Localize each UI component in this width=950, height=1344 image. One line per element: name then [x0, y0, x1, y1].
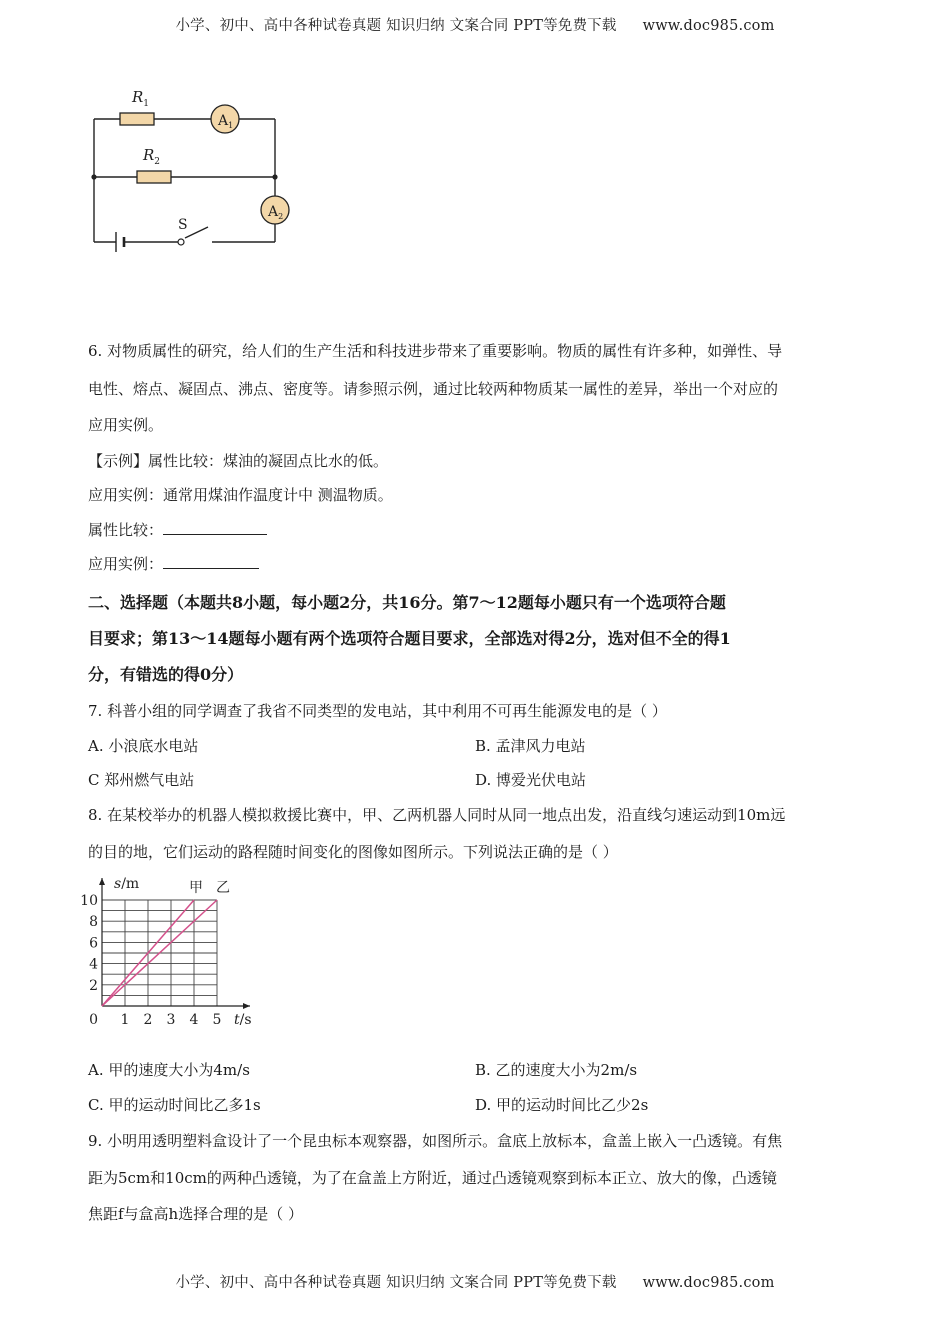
page-footer [0, 1271, 950, 1292]
q6-blank2-label: 应用实例： [88, 555, 164, 573]
y-tick-label-4: 10 [80, 893, 98, 909]
x-axis-unit: /s [239, 1012, 252, 1028]
footer-site-link[interactable]: www.doc985.com [642, 1275, 775, 1291]
r2-label: $R_2$ [143, 146, 161, 167]
q7-option-a[interactable]: A. 小浪底水电站 [88, 737, 199, 755]
y-tick-label-1: 4 [89, 956, 98, 973]
q9-line2: 距为5cm和10cm的两种凸透镜，为了在盒盖上方附近，通过凸透镜观察到标本正立、放大的像，凸透镜 [88, 1169, 777, 1187]
y-axis-var: s [114, 876, 122, 892]
origin-label: 0 [89, 1012, 98, 1028]
chart-labels [80, 876, 251, 1028]
q8-line2: 的目的地，它们运动的路程随时间变化的图像如图所示。下列说法正确的是（ ） [88, 843, 618, 861]
header-site-link[interactable]: www.doc985.com [642, 18, 775, 34]
r1-label: $R_1$ [132, 88, 150, 109]
q6-blank2-answer[interactable] [163, 554, 259, 569]
x-axis-arrow [243, 1003, 250, 1009]
q7-option-b[interactable]: B. 孟津风力电站 [475, 737, 586, 755]
q7-option-c[interactable]: C 郑州燃气电站 [88, 771, 195, 789]
switch-pivot [178, 239, 184, 245]
x-tick-label-0: 1 [120, 1012, 130, 1028]
footer-text: 小学、初中、高中各种试卷真题 知识归纳 文案合同 PPT等免费下载 [175, 1275, 617, 1291]
section2-heading-line1: 二、选择题（本题共8小题，每小题2分，共16分。第7～12题每小题只有一个选项符合题 [88, 593, 726, 612]
x-axis-var: t [234, 1012, 240, 1028]
q6-example-application: 应用实例：通常用煤油作温度计中 测温物质。 [88, 486, 393, 504]
header-text: 小学、初中、高中各种试卷真题 知识归纳 文案合同 PPT等免费下载 [175, 18, 617, 34]
q8-option-c[interactable]: C. 甲的运动时间比乙多1s [88, 1096, 261, 1114]
a1-label: $A_1$ [218, 113, 234, 130]
q6-line1: 6. 对物质属性的研究，给人们的生产生活和科技进步带来了重要影响。物质的属性有许多种，如弹性、导 [88, 342, 783, 360]
series-label-0: 甲 [189, 880, 203, 896]
junction-right [272, 174, 277, 179]
y-tick-label-0: 2 [89, 977, 98, 994]
y-axis-title [114, 876, 139, 892]
q6-blank1-answer[interactable] [163, 520, 267, 535]
q6-blank1-label: 属性比较： [88, 521, 164, 539]
x-tick-label-1: 2 [143, 1012, 153, 1028]
q8-line1: 8. 在某校举办的机器人模拟救援比赛中，甲、乙两机器人同时从同一地点出发，沿直线匀速运动到10m远 [88, 806, 786, 824]
q6-blank2-row [88, 553, 259, 574]
q8-option-d[interactable]: D. 甲的运动时间比乙少2s [475, 1096, 649, 1114]
q7-stem: 7. 科普小组的同学调查了我省不同类型的发电站，其中利用不可再生能源发电的是（ ） [88, 702, 667, 720]
section2-heading-line2: 目要求；第13～14题每小题有两个选项符合题目要求，全部选对得2分，选对但不全的得1 [88, 629, 731, 648]
y-tick-label-2: 6 [89, 935, 98, 952]
section2-heading-line3: 分，有错选的得0分） [88, 665, 244, 684]
q6-line3: 应用实例。 [88, 416, 164, 434]
resistor-r1 [120, 113, 154, 125]
y-axis-unit: /m [121, 876, 140, 892]
q6-example: 【示例】属性比较：煤油的凝固点比水的低。 [88, 452, 389, 470]
q8-option-a[interactable]: A. 甲的速度大小为4m/s [88, 1061, 250, 1079]
junction-left [91, 174, 96, 179]
y-tick-label-3: 8 [89, 914, 98, 931]
circuit-diagram [80, 82, 320, 272]
q8-option-b[interactable]: B. 乙的速度大小为2m/s [475, 1061, 638, 1079]
x-tick-label-3: 4 [189, 1012, 199, 1028]
q9-line1: 9. 小明用透明塑料盒设计了一个昆虫标本观察器，如图所示。盒底上放标本，盒盖上嵌入一凸透镜。有焦 [88, 1132, 783, 1150]
resistor-r2 [137, 171, 171, 183]
x-tick-label-2: 3 [166, 1012, 176, 1028]
q6-line2: 电性、熔点、凝固点、沸点、密度等。请参照示例，通过比较两种物质某一属性的差异，举出一个对应的 [88, 380, 779, 398]
y-axis-arrow [99, 878, 105, 885]
chart-axes [99, 878, 250, 1009]
distance-time-chart [80, 862, 280, 1032]
a2-label: $A_2$ [268, 204, 284, 221]
q6-blank1-row [88, 519, 267, 540]
switch-label: S [178, 217, 188, 233]
x-axis-title [234, 1012, 252, 1028]
x-tick-label-4: 5 [212, 1012, 222, 1028]
page-header [0, 14, 950, 35]
series-label-1: 乙 [216, 880, 230, 896]
q7-option-d[interactable]: D. 博爱光伏电站 [475, 771, 587, 789]
q9-line3: 焦距f与盒高h选择合理的是（ ） [88, 1205, 303, 1223]
